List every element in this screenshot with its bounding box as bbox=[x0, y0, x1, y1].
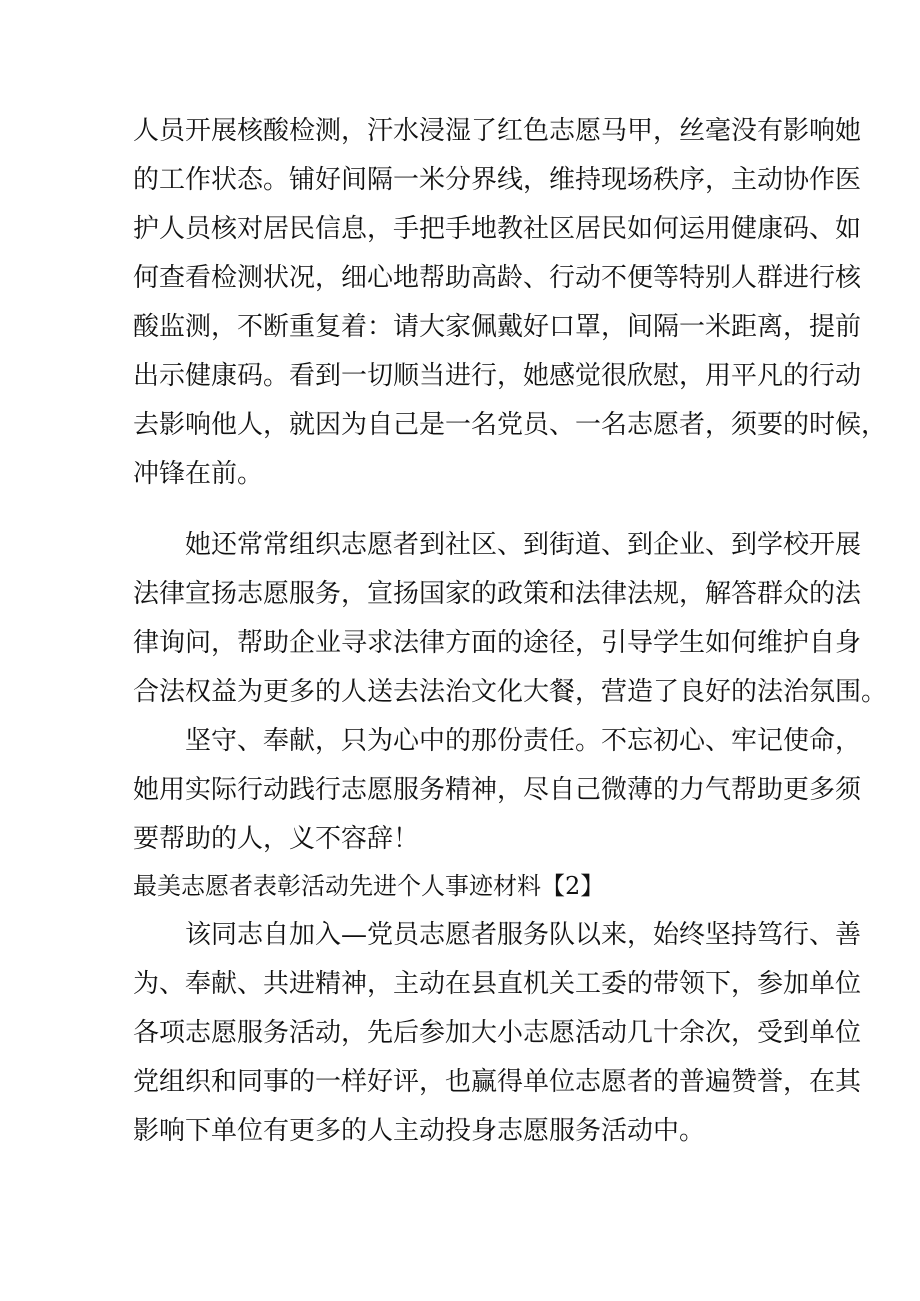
paragraph-1-line: 人员开展核酸检测，汗水浸湿了红色志愿马甲，丝毫没有影响她 bbox=[133, 116, 862, 146]
paragraph-2-line: 律询问，帮助企业寻求法律方面的途径，引导学生如何维护自身 bbox=[133, 628, 862, 658]
paragraph-4-line: 该同志自加入—党员志愿者服务队以来，始终坚持笃行、善 bbox=[185, 920, 862, 950]
paragraph-1-line: 冲锋在前。 bbox=[133, 459, 264, 489]
paragraph-3-line: 坚守、奉献，只为心中的那份责任。不忘初心、牢记使命， bbox=[185, 726, 862, 756]
paragraph-1-line: 的工作状态。铺好间隔一米分界线，维持现场秩序，主动协作医 bbox=[133, 165, 862, 195]
paragraph-1-line: 何查看检测状况，细心地帮助高龄、行动不便等特别人群进行核 bbox=[133, 263, 862, 293]
paragraph-1-line: 去影响他人，就因为自己是一名党员、一名志愿者，须要的时候， bbox=[133, 410, 888, 440]
paragraph-3-line: 她用实际行动践行志愿服务精神，尽自己微薄的力气帮助更多须 bbox=[133, 775, 862, 805]
paragraph-2-line: 合法权益为更多的人送去法治文化大餐，营造了良好的法治氛围。 bbox=[133, 677, 888, 707]
paragraph-1-line: 护人员核对居民信息，手把手地教社区居民如何运用健康码、如 bbox=[133, 214, 862, 244]
paragraph-2-line: 法律宣扬志愿服务，宣扬国家的政策和法律法规，解答群众的法 bbox=[133, 579, 862, 609]
paragraph-4-line: 为、奉献、共进精神，主动在县直机关工委的带领下，参加单位 bbox=[133, 969, 862, 999]
paragraph-3-line: 要帮助的人，义不容辞！ bbox=[133, 824, 420, 854]
paragraph-4-line: 党组织和同事的一样好评，也赢得单位志愿者的普遍赞誉，在其 bbox=[133, 1067, 862, 1097]
paragraph-4-line: 影响下单位有更多的人主动投身志愿服务活动中。 bbox=[133, 1116, 706, 1146]
paragraph-1-line: 出示健康码。看到一切顺当进行，她感觉很欣慰，用平凡的行动 bbox=[133, 361, 862, 391]
paragraph-4-line: 各项志愿服务活动，先后参加大小志愿活动几十余次，受到单位 bbox=[133, 1018, 862, 1048]
paragraph-1-line: 酸监测，不断重复着：请大家佩戴好口罩，间隔一米距离，提前 bbox=[133, 312, 862, 342]
section-heading: 最美志愿者表彰活动先进个人事迹材料【2】 bbox=[133, 872, 605, 900]
paragraph-2-line: 她还常常组织志愿者到社区、到街道、到企业、到学校开展 bbox=[185, 530, 862, 560]
